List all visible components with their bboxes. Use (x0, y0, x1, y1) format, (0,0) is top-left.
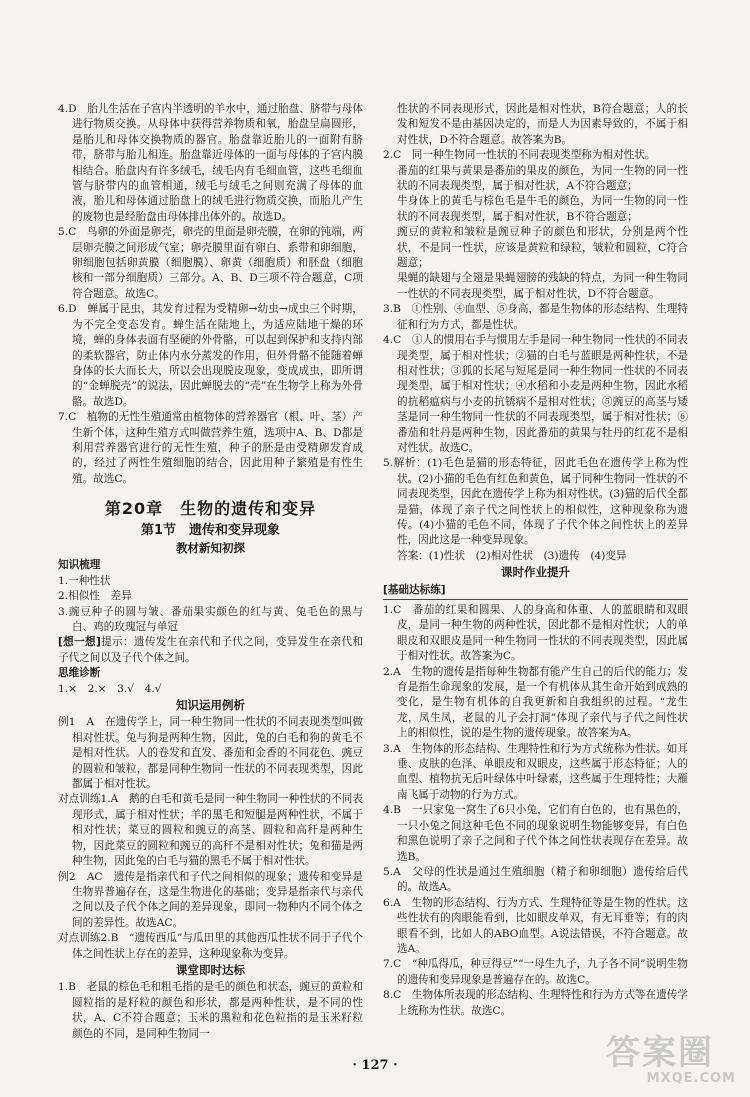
subheading-examples: 知识运用例析 (176, 698, 245, 713)
homework-8: 8.C 生物体所表现的形态结构、生理特性和行为方式等在遗传学上统称为性状。故选C。 (383, 989, 688, 1017)
answer-6: 6.D 蝉属于昆虫，其发育过程为受精卵→幼虫→成虫三个时期，为不完全变态发育。蝉生活在陆地上，为适应陆地干燥的环境，蝉的身体表面有坚硬的外骨骼，可以起到保护和支持内部的柔软器官，防止体内水分蒸发的作用，但外骨骼不能随着蝉身体的长大而长大，所以会出现脱皮现象，变成成虫，即所谓的“金蝉脱壳”的说法，因此蝉脱去的“壳”在生物学上称为外骨骼。故选D。 (58, 303, 363, 408)
homework-5: 5.A 父母的性状是通过生殖细胞（精子和卵细胞）遗传给后代的。故选A。 (383, 865, 688, 894)
diagnosis-heading: 思维诊断 (58, 667, 101, 680)
example-2: 例2 AC 遗传是指亲代和子代之间相似的现象；遗传和变异是生物界普遍存在，这是生物进化的基础；变异是指亲代与亲代之间以及子代个体之间的差异现象，即同一物种内不同个体之间的差异性。故选AC。 (58, 870, 363, 929)
homework-2: 2.A 生物的遗传是指每种生物都有能产生自己的后代的能力；发育是指生命现象的发展，是一个有机体从其生命开始到成熟的变化，是生物有机体的自我更新和自我组织的过程。“龙生龙，凤生凤，老鼠的儿子会打洞”体现了亲代与子代之间性状上的相似性，说的是生物的遗传现象。故答案为A。 (383, 665, 688, 740)
think-block (58, 635, 363, 666)
classroom-q3: 3.B ①性别、④血型、⑤身高，都是生物体的形态结构、生理特征和行为方式，都是性状。 (383, 303, 688, 331)
homework-4: 4.B 一只家兔一窝生了6只小兔，它们有白色的，也有黑色的，一只小兔之间这种毛色不同的现象说明生物能够变异，有白色和黑色说明了亲子之间和子代个体之间性状表现存在差异。故选B。 (383, 804, 688, 863)
basic-practice-heading: [基础达标练] (383, 583, 688, 600)
example-1: 例1 A 在遗传学上，同一种生物同一性状的不同表现类型叫做相对性状。兔与狗是两种生物，因此，兔的白毛和狗的黄毛不是相对性状。人的卷发和直发、番茄和金香的不同花色、豌豆的圆粒和皱粒，都是同种生物同一性状的不同表现类型，因此都属于相对性状。 (58, 716, 363, 791)
answer-7: 7.C 植物的无性生殖通常由植物体的营养器官（根、叶、茎）产生新个体，这种生殖方式叫做营养生殖，选项中A、B、D都是利用营养器官进行的无性生殖，种子的胚是由受精卵发育成的，经过了两性生殖细胞的结合，因此用种子繁殖是有性生殖。故选C。 (58, 411, 363, 485)
knowledge-item-1: 1.一种性状 (58, 574, 111, 587)
classroom-q5-answer: 答案：(1)性状 (2)相对性状 (3)遗传 (4)变异 (397, 549, 627, 562)
answer-5: 5.C 鸟卵的外面是卵壳，卵壳的里面是卵壳膜，在卵的钝端，两层卵壳膜之间形成气室；卵壳膜里面有卵白、系带和卵细胞，卵细胞包括卵黄膜（细胞膜）、卵黄（细胞质）和胚盘（细胞核和一部分细胞质）三部分。A、B、D三项不符合题意，C项符合题意。故选C。 (58, 226, 363, 300)
knowledge-item-3: 3.豌豆种子的圆与皱、番茄果实颜色的红与黄、兔毛色的黑与白、鸡的玫瑰冠与单冠 (58, 605, 363, 633)
site-watermark (606, 1035, 736, 1090)
classroom-q2-a: 番茄的红果与黄果是番茄的果皮的颜色，为同一生物的同一性状的不同表现类型，属于相对性状，A不符合题意； (397, 164, 688, 193)
page-number: · 127 · (352, 1058, 398, 1073)
homework-7: 7.C “种瓜得瓜，种豆得豆”“一母生九子，九子各不同”说明生物的遗传和变异现象是普遍存在的。故选C。 (383, 958, 688, 986)
classroom-q4: 4.C ①人的惯用右手与惯用左手是同一种生物同一性状的不同表现类型，属于相对性状；②猫的白毛与蓝眼是两种性状，不是相对性状；③狐的长尾与短尾是同一种生物同一性状的不同表现类型，属于相对性状；④水稻和小麦是两种生物，因此水稻的抗稻瘟病与小麦的抗锈病不是相对性状；⑤豌豆的高茎与矮茎是同一种生物同一性状的不同表现类型，属于相对性状；⑥番茄和牡丹是两种生物，因此番茄的黄果与牡丹的红花不是相对性状。故选C。 (383, 334, 688, 454)
think-label: [想一想] (58, 636, 101, 649)
knowledge-heading: 知识梳理 (58, 559, 101, 572)
subheading-homework: 课时作业提升 (501, 565, 570, 580)
classroom-q5: 5.解析：(1)毛色是猫的形态特征，因此毛色在遗传学上称为性状。(2)小猫的毛色有红色和黄色，属于同种生物同一性状的不同表现类型，因此在遗传学上称为相对性状。(3)猫的后代全都是猫，体现了亲子代之间性状上的相似性，这种现象称为遗传。(4)小猫的毛色不同，体现了子代个体之间性状上的差异性，因此这是一种变异现象。 (383, 457, 688, 547)
homework-6: 6.A 生物的形态结构、行为方式、生理特征等是生物的性状。这些性状有的肉眼能看到，比如眼皮单双，有无耳垂等；有的肉眼看不到，比如人的ABO血型。A说法错误，不符合题意。故选A。 (383, 896, 688, 955)
classroom-q2-d: 果蝇的缺翅与全翅是果蝇翅膀的残缺的特点，为同一种生物同一性状的不同表现类型，属于相对性状，D不符合题意。 (397, 272, 688, 300)
classroom-q2: 2.C 同一种生物同一性状的不同表现类型称为相对性状。 (383, 149, 656, 162)
watermark-logo: 答案圈 (606, 1033, 714, 1073)
classroom-q2-c: 豌豆的黄粒和皱粒是豌豆种子的颜色和形状，分别是两个性状，不是同一性状，应该是黄粒和绿粒，皱粒和圆粒，C符合题意； (397, 226, 688, 270)
classroom-q1-continued: 性状的不同表现形式，因此是相对性状，B符合题意；人的长发和短发不是由基因决定的，而是人为因素导致的，不属于相对性状，D不符合题意。故答案为B。 (397, 103, 688, 146)
classroom-q1: 1.B 老鼠的棕色毛和粗毛指的是毛的颜色和状态，豌豆的黄粒和圆粒指的是籽粒的颜色和形状，都是两种性状，是不同的性状，A、C不符合题意；玉米的黑粒和花色粒指的是玉米籽粒颜色的不同，是同种生物同一 (58, 981, 363, 1040)
homework-1: 1.C 番茄的红果和圆果、人的身高和体重、人的蓝眼睛和双眼皮，是同一种生物的两种性状，因此都不是相对性状；人的单眼皮和双眼皮是同一种生物同一性状的不同表现类型，因此属于相对性状。故答案为C。 (383, 604, 688, 663)
answer-4: 4.D 胎儿生活在子宫内半透明的羊水中，通过胎盘、脐带与母体进行物质交换。从母体中获得营养物质和氧，胎盘呈扁圆形，是胎儿和母体交换物质的器官。胎盘靠近胎儿的一面附有脐带，脐带与胎儿相连。胎盘靠近母体的一面与母体的子宫内膜相结合。胎盘内有许多绒毛，绒毛内有毛细血管，这些毛细血管与脐带内的血管相通，绒毛与绒毛之间则充满了母体的血液，胎儿和母体通过胎盘上的绒毛进行物质交换，而胎儿产生的废物也是经胎盘由母体排出体外的。故选D。 (58, 103, 363, 223)
watermark-url: MXQE.COM (646, 1071, 736, 1086)
knowledge-item-2: 2.相似性 差异 (58, 590, 132, 603)
subheading-new-knowledge: 教材新知初探 (176, 540, 245, 555)
chapter-title: 第20章 生物的遗传和变异 (104, 499, 317, 519)
section-title: 第1节 遗传和变异现象 (140, 522, 281, 538)
left-column (58, 102, 363, 1042)
think-text: 提示：遗传发生在亲代和子代之间，变异发生在亲代和子代之间以及子代个体之间。 (58, 636, 364, 664)
diagnosis-answers: 1.× 2.× 3.√ 4.√ (58, 682, 162, 695)
practice-1: 对点训练1.A 鹅的白毛和黄毛是同一种生物同一种性状的不同表现形式，属于相对性状；羊的黑毛和短腿是两种性状，不属于相对性状；菜豆的圆粒和豌豆的高茎、圆粒和高秆是两种生物，因此菜豆的圆粒和豌豆的高秆不是相对性状；兔和猫是两种生物，因此兔的白毛与猫的黑毛不属于相对性状。 (58, 793, 363, 868)
classroom-q2-b: 牛身体上的黄毛与棕色毛是牛毛的颜色，为同一生物的同一性状的不同表现类型，属于相对性状，B不符合题意； (397, 195, 688, 223)
subheading-classroom: 课堂即时达标 (176, 962, 245, 977)
practice-2: 对点训练2.B “遗传西瓜”与瓜田里的其他西瓜性状不同于子代个体之间性状上存在的差异，这种现象称为变异。 (58, 932, 363, 960)
right-column (383, 102, 688, 1019)
homework-3: 3.A 生物体的形态结构、生理特性和行为方式统称为性状。如耳垂、皮肤的色泽、单眼皮和双眼皮，这些属于形态特征；人的血型、植物抗无后叶绿体中叶绿素，这些属于生理特性；大雁南飞属于动物的行为方式。 (383, 742, 688, 801)
